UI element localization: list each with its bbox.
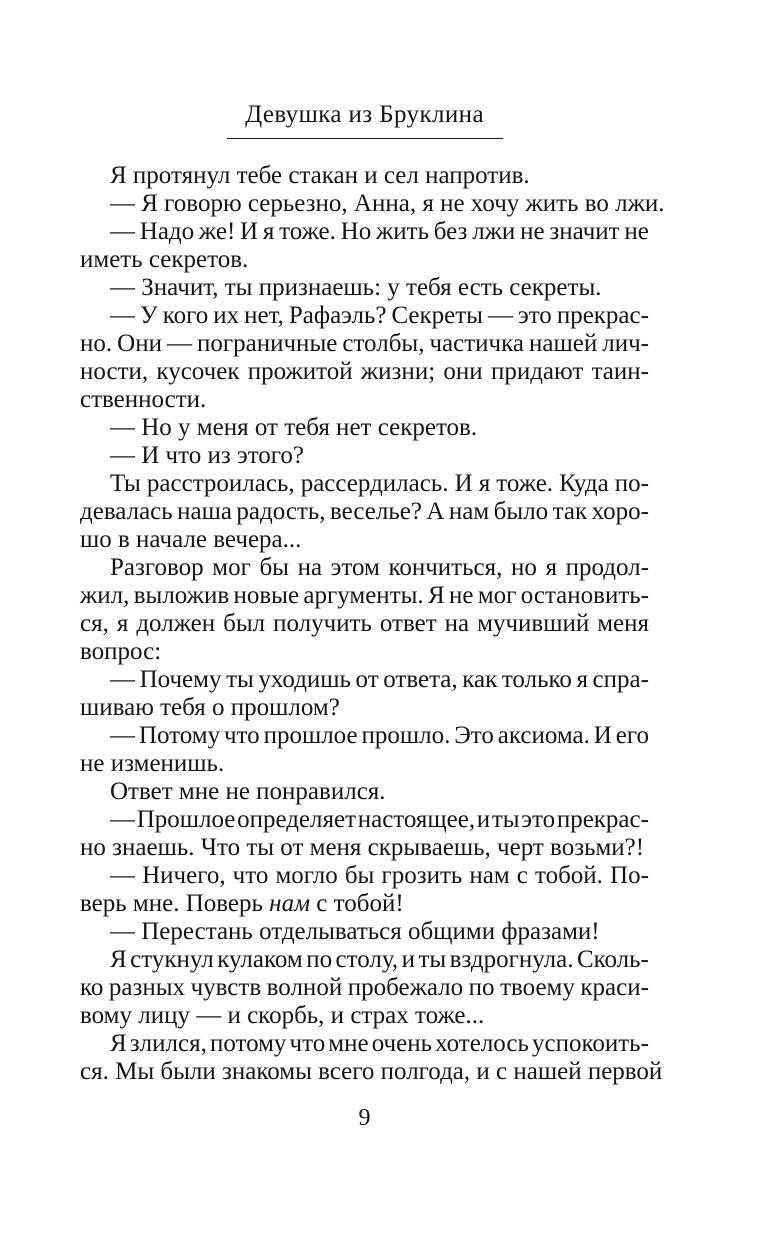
text-line: — И что из этого? (110, 442, 305, 469)
word: ты (418, 946, 447, 973)
word: частичка (429, 330, 524, 357)
word: девалась (80, 498, 173, 525)
text-line: Ответ мне не понравился. (110, 778, 386, 805)
word: не (449, 582, 474, 609)
word: но (510, 554, 537, 581)
running-head-title: Девушка из Бруклина (245, 101, 484, 128)
word: очень (371, 1030, 432, 1057)
word: прошлое (263, 722, 358, 749)
text-line: ся. Мы были знакомы всего полгода, и с нашей первой (80, 1058, 663, 1085)
word: кулаком (217, 946, 303, 973)
word: лжи (472, 218, 516, 245)
word: был (223, 610, 266, 637)
text-line: — Значит, ты признаешь: у тебя есть секреты. (110, 274, 602, 301)
paragraph (80, 274, 649, 302)
italic-text: нам (269, 890, 311, 917)
word: спра- (592, 666, 649, 693)
word: — (110, 722, 135, 749)
text-line (80, 498, 649, 526)
word: я (116, 610, 129, 637)
paragraph (80, 218, 649, 274)
word: кого (162, 302, 209, 329)
word: я (545, 554, 557, 581)
word: — (110, 806, 135, 833)
word: не (624, 218, 649, 245)
word: разных (108, 974, 186, 1001)
paragraph (80, 190, 665, 218)
word: я (576, 666, 588, 693)
word: столу, (335, 946, 399, 973)
paragraph (80, 862, 649, 918)
word: — (110, 302, 135, 329)
text-line: шо в начале вечера... (80, 526, 302, 553)
word: значит (549, 218, 620, 245)
text-line (80, 582, 649, 610)
word: мучивший (477, 610, 590, 637)
word: Они (117, 330, 162, 357)
text-line: вому лицу — и скорбь, и страх тоже... (80, 1002, 485, 1029)
word: тоже. (279, 218, 336, 245)
word: радость, (236, 498, 326, 525)
word: грозить (381, 862, 463, 889)
text-line (80, 610, 649, 638)
page-number: 9 (358, 1105, 371, 1131)
word: от (355, 666, 379, 693)
word: без (433, 218, 468, 245)
paragraph (80, 806, 649, 862)
word: они (443, 358, 483, 385)
word: По- (610, 862, 649, 889)
word: я (262, 218, 275, 245)
word: же! (198, 218, 236, 245)
word: — (110, 666, 135, 693)
word: Разговор (110, 554, 204, 581)
word: я (478, 470, 491, 497)
paragraph (80, 1030, 663, 1086)
word: Прошлое (136, 806, 236, 833)
word: таин- (591, 358, 649, 385)
word: прекрас- (556, 302, 649, 329)
word: хотелось (435, 1030, 529, 1057)
word: И (240, 218, 259, 245)
word: Куда (559, 470, 609, 497)
word: Я (110, 1030, 127, 1057)
word: рассердилась. (300, 470, 449, 497)
word: кусочек (156, 358, 240, 385)
word: что (289, 1030, 326, 1057)
word: его (615, 722, 649, 749)
paragraph (80, 414, 649, 442)
word: И (593, 722, 612, 749)
text-line (80, 862, 649, 890)
word: — (110, 218, 135, 245)
word: продол- (565, 554, 649, 581)
text-line (80, 358, 649, 386)
word: мне (328, 1030, 369, 1057)
text-line (80, 218, 649, 246)
word: ко (80, 974, 104, 1001)
word: бы (259, 554, 289, 581)
word: Я (428, 582, 445, 609)
word: А (426, 498, 445, 525)
word: Ты (110, 470, 141, 497)
word: прекрас- (556, 806, 649, 833)
word: остановить- (520, 582, 649, 609)
word: это (521, 806, 556, 833)
paragraph (80, 554, 649, 666)
text-line (80, 1030, 649, 1058)
word: с (516, 862, 528, 889)
text-line: верь мне. Поверь нам с тобой! (80, 890, 404, 917)
word: У (140, 302, 158, 329)
paragraph (80, 778, 649, 806)
word: Почему (139, 666, 222, 693)
word: наша (177, 498, 232, 525)
word: мог (477, 582, 517, 609)
word: этом (330, 554, 380, 581)
word: Рафаэль? (288, 302, 387, 329)
word: определяет (237, 806, 357, 833)
word: веселье? (330, 498, 422, 525)
word: выложив (133, 582, 230, 609)
word: на (297, 554, 323, 581)
text-line (80, 330, 649, 358)
word: было (493, 498, 549, 525)
word: жизни; (360, 358, 436, 385)
word: ты (226, 666, 254, 693)
word: что (223, 722, 260, 749)
paragraph (80, 162, 649, 190)
word: как (462, 666, 498, 693)
word: ты (491, 806, 520, 833)
word: по (468, 974, 495, 1001)
word: волной (266, 974, 343, 1001)
word: по- (614, 470, 649, 497)
word: только (501, 666, 572, 693)
word: прожитой (247, 358, 353, 385)
paragraph (80, 470, 649, 554)
word: уходишь (258, 666, 351, 693)
text-line: вопрос: (80, 638, 162, 665)
text-line: — Перестань отделываться общими фразами! (110, 918, 600, 945)
word: мог (212, 554, 251, 581)
word: не (520, 218, 545, 245)
text-column (80, 101, 665, 1132)
word: кончиться, (388, 554, 503, 581)
word: И (454, 470, 473, 497)
word: аргументы. (303, 582, 424, 609)
text-line: но знаешь. Что ты от меня скрываешь, черт возьми?! (80, 834, 645, 861)
word: — (110, 862, 135, 889)
text-line: — Я говорю серьезно, Анна, я не хочу жить во лжи. (110, 190, 665, 217)
word: стукнул (130, 946, 214, 973)
text-line (80, 806, 649, 834)
word: их (213, 302, 240, 329)
word: придают (490, 358, 584, 385)
text-line: не изменишь. (80, 750, 225, 777)
word: Надо (139, 218, 195, 245)
text-line: ственности. (80, 386, 207, 413)
word: ответ (379, 610, 437, 637)
word: Это (454, 722, 494, 749)
word: Я (110, 946, 127, 973)
text-line (80, 946, 649, 974)
text-line (80, 554, 649, 582)
word: потому (209, 1030, 287, 1057)
word: Сколь- (576, 946, 649, 973)
word: и (476, 806, 491, 833)
word: что (232, 862, 269, 889)
word: это (517, 302, 552, 329)
word: нам (469, 862, 510, 889)
word: лич- (602, 330, 649, 357)
word: Потому (138, 722, 221, 749)
word: но. (80, 330, 113, 357)
word: прошло. (361, 722, 451, 749)
word: и (401, 946, 415, 973)
text-block (80, 162, 665, 1086)
word: Ничего, (142, 862, 226, 889)
word: — (166, 330, 192, 357)
word: Секреты (391, 302, 483, 329)
word: должен (136, 610, 216, 637)
text-line: иметь секретов. (80, 246, 249, 273)
word: пробежало (347, 974, 464, 1001)
word: столбы, (342, 330, 425, 357)
word: вздрогнула. (449, 946, 574, 973)
text-line (80, 302, 649, 330)
word: успокоить- (532, 1030, 649, 1057)
paragraph (80, 946, 649, 1030)
word: нет, (244, 302, 284, 329)
word: чувств (190, 974, 262, 1001)
word: получить (273, 610, 372, 637)
word: меня (597, 610, 649, 637)
text-line: Я протянул тебе стакан и сел напротив. (110, 162, 530, 189)
text-line (80, 470, 649, 498)
word: по (306, 946, 333, 973)
word: аксиома. (497, 722, 590, 749)
word: нашей (529, 330, 598, 357)
word: ся, (80, 610, 109, 637)
word: нам (448, 498, 490, 525)
word: жить (376, 218, 429, 245)
text-line (80, 666, 649, 694)
text-line (80, 722, 649, 750)
paragraph (80, 722, 649, 778)
text-line (80, 974, 649, 1002)
word: так (552, 498, 588, 525)
word: ответа, (383, 666, 458, 693)
word: злился, (129, 1030, 207, 1057)
word: на (444, 610, 470, 637)
word: краси- (580, 974, 649, 1001)
header-rule-divider (227, 138, 503, 139)
word: бы (344, 862, 375, 889)
paragraph (80, 302, 649, 414)
word: ности, (80, 358, 149, 385)
word: пограничные (197, 330, 338, 357)
word: настоящее, (357, 806, 476, 833)
text-line: — Но у меня от тебя нет секретов. (110, 414, 478, 441)
text-line: шиваю тебя о прошлом? (80, 694, 340, 721)
word: Но (340, 218, 372, 245)
word: тобой. (534, 862, 603, 889)
word: новые (233, 582, 300, 609)
paragraph (80, 442, 649, 470)
word: хоро- (591, 498, 649, 525)
word: твоему (500, 974, 575, 1001)
word: могло (275, 862, 338, 889)
word: жил, (80, 582, 130, 609)
word: — (487, 302, 513, 329)
paragraph (80, 666, 649, 722)
word: расстроилась, (146, 470, 295, 497)
word: тоже. (496, 470, 554, 497)
paragraph (80, 918, 649, 946)
